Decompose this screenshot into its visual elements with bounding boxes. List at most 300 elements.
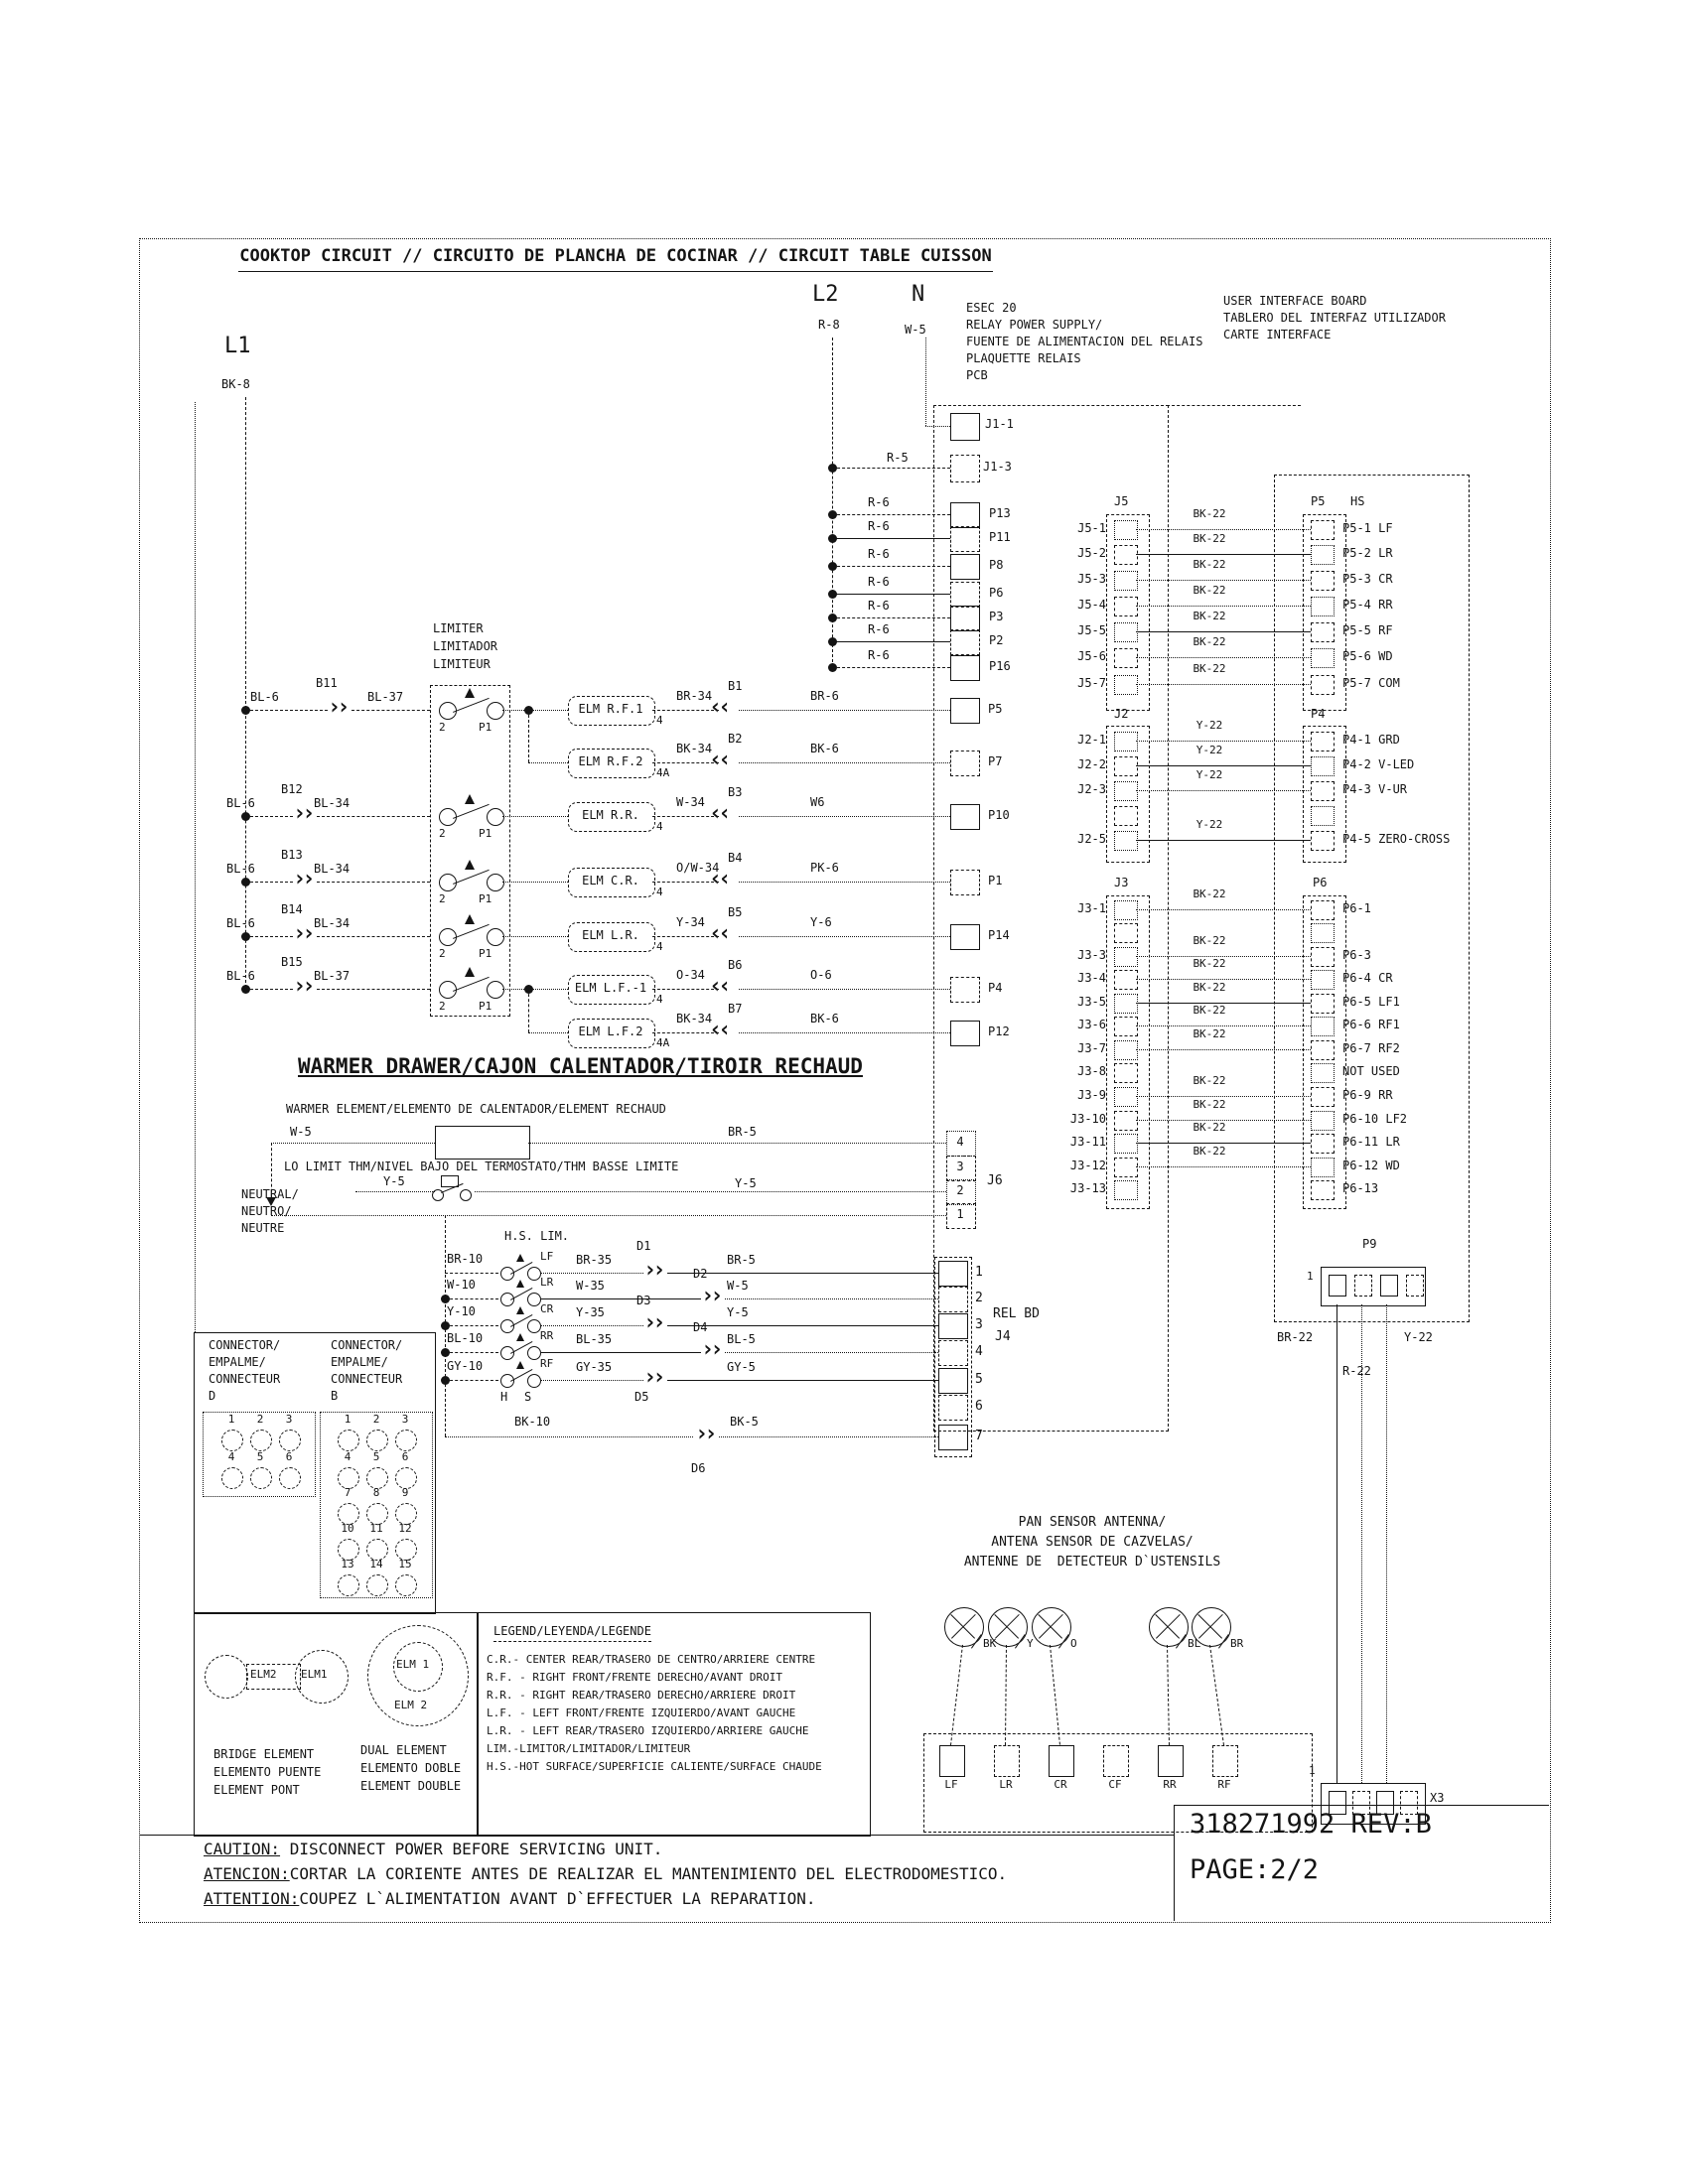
caption: BRIDGE ELEMENT — [213, 1747, 315, 1761]
pin-label: J3-5 — [1077, 995, 1106, 1009]
pin-box — [1311, 1087, 1335, 1107]
pin-box — [1311, 1017, 1335, 1036]
pin-box — [1311, 831, 1335, 851]
wire — [1136, 1049, 1311, 1050]
connector-caption: CONNECTEUR — [331, 1372, 403, 1386]
terminal-circle — [487, 808, 504, 826]
wire-label: O/W-34 — [676, 861, 720, 875]
terminal-label: P1 — [479, 947, 492, 960]
pin-box — [1114, 571, 1138, 591]
wire-label: Y-35 — [576, 1305, 605, 1319]
j4-outline — [934, 1257, 972, 1457]
pin-label: J2-3 — [1077, 782, 1106, 796]
element-name: ELM 2 — [394, 1699, 428, 1711]
pin-label: J5-7 — [1077, 676, 1106, 690]
wire — [739, 989, 950, 990]
pin-box — [1114, 970, 1138, 990]
junction-dot — [828, 562, 837, 571]
caution-text: COUPEZ L`ALIMENTATION AVANT D`EFFECTUER LA REPARATION. — [299, 1889, 816, 1908]
wire-label: Y — [1027, 1637, 1034, 1650]
wire-label: Y-6 — [810, 915, 832, 929]
pin-box — [1311, 732, 1335, 751]
connector-label: P9 — [1362, 1237, 1377, 1251]
wire-label: BL-6 — [250, 690, 279, 704]
wire — [725, 1298, 938, 1299]
pin-label: 3 — [401, 1413, 409, 1426]
terminal-circle — [221, 1430, 243, 1451]
section-title: ANTENNE DE DETECTEUR D`USTENSILS — [963, 1555, 1221, 1570]
pin-box — [1114, 597, 1138, 616]
pin-label: 2 — [956, 1183, 964, 1197]
pin-box — [950, 870, 980, 895]
pin-label: J5-6 — [1077, 649, 1106, 663]
switch-label: CR — [540, 1302, 554, 1315]
wire-label: BK-22 — [1193, 1004, 1226, 1017]
wire-label: Y-22 — [1196, 719, 1223, 732]
pin-label: P6-11 LR — [1342, 1135, 1400, 1149]
pin-box — [1329, 1275, 1346, 1297]
legend-line: LIM.-LIMITOR/LIMITADOR/LIMITEUR — [487, 1742, 691, 1755]
element-name: ELM2 — [250, 1668, 277, 1681]
section-title: WARMER DRAWER/CAJON CALENTADOR/TIROIR RECHAUD — [298, 1054, 863, 1078]
wire — [1136, 554, 1311, 555]
part-number: 318271992 REV:B — [1190, 1809, 1432, 1840]
wire-label: BL-5 — [727, 1332, 756, 1346]
wire — [355, 1191, 435, 1192]
terminal-label: 2 — [439, 721, 446, 734]
wire-label: BK — [983, 1637, 997, 1650]
wire — [528, 1032, 568, 1033]
board-caption: TABLERO DEL INTERFAZ UTILIZADOR — [1223, 311, 1446, 325]
pin-box — [1406, 1275, 1424, 1297]
wire-label: Y-5 — [383, 1174, 405, 1188]
wire-label: BR-5 — [727, 1253, 756, 1267]
pin-box — [950, 751, 980, 776]
wire-label: R-6 — [868, 599, 890, 613]
chevron-icon — [293, 976, 312, 998]
wire-label: W-5 — [905, 323, 926, 337]
wire — [667, 1380, 938, 1381]
legend-title: LEGEND/LEYENDA/LEGENDE — [493, 1624, 651, 1642]
element-name: ELM R.F.1 — [578, 702, 643, 716]
connector-label: X3 — [1430, 1791, 1445, 1805]
element-name: ELM C.R. — [582, 874, 639, 887]
wire — [502, 936, 568, 937]
switch-label: RF — [540, 1357, 554, 1370]
n-label: N — [912, 282, 925, 307]
pin-box — [1311, 756, 1335, 776]
wire — [1136, 741, 1311, 742]
terminal-label: 2 — [439, 1000, 446, 1013]
caption: ELEMENT PONT — [213, 1783, 300, 1797]
pin-box — [950, 554, 980, 580]
terminal-label: P1 — [479, 1000, 492, 1013]
pin-label: 5 — [372, 1450, 380, 1463]
wire-label: BK-6 — [810, 742, 839, 755]
section-title: PAN SENSOR ANTENNA/ — [1018, 1515, 1167, 1530]
section-title: NEUTRO/ — [241, 1204, 292, 1218]
pin-label: P4 — [988, 981, 1003, 995]
pin-box — [1049, 1745, 1074, 1777]
pin-label: P5-5 RF — [1342, 623, 1393, 637]
pin-label: 2 — [372, 1413, 380, 1426]
bridge-element-icon — [205, 1655, 248, 1699]
wire — [317, 936, 430, 937]
wire — [445, 1380, 498, 1381]
pin-label: 4 — [227, 1450, 235, 1463]
wire-label: BR-10 — [447, 1252, 484, 1266]
terminal-circle — [460, 1189, 472, 1201]
junction-dot — [828, 590, 837, 599]
connector-label: J6 — [987, 1173, 1003, 1188]
wire-label: Y-22 — [1196, 744, 1223, 756]
connector-label: B4 — [728, 851, 743, 865]
pin-label: 1 — [227, 1413, 235, 1426]
caution-prefix: CAUTION: — [204, 1840, 281, 1858]
wire-label: BK-22 — [1193, 981, 1226, 994]
legend-line: C.R.- CENTER REAR/TRASERO DE CENTRO/ARRIERE CENTRE — [487, 1653, 816, 1666]
junction-dot — [441, 1348, 450, 1357]
connector-label: J4 — [995, 1329, 1011, 1344]
l2-label: L2 — [812, 282, 839, 307]
wire-label: BK-22 — [1193, 1027, 1226, 1040]
pin-label: P13 — [989, 506, 1011, 520]
pin-label: J2-5 — [1077, 832, 1106, 846]
wire — [445, 1273, 498, 1274]
pin-label: J2-2 — [1077, 757, 1106, 771]
wire — [1386, 1304, 1387, 1783]
pin-box — [1311, 1134, 1335, 1154]
caution-line — [204, 1865, 1007, 1884]
pin-label: P5-7 COM — [1342, 676, 1400, 690]
wire — [832, 667, 950, 668]
wire-label: Y-34 — [676, 915, 705, 929]
pin-label: 7 — [344, 1486, 352, 1499]
pin-label: J3-13 — [1069, 1181, 1106, 1195]
pin-box — [1311, 970, 1335, 990]
pin-box — [950, 455, 980, 482]
terminal-label: H — [500, 1390, 508, 1404]
wire-label: BL-10 — [447, 1331, 484, 1345]
wire — [1136, 606, 1311, 607]
wire — [1136, 631, 1311, 632]
pin-box — [1311, 520, 1335, 540]
pin-label: 9 — [401, 1486, 409, 1499]
terminal-circle — [487, 981, 504, 999]
board-caption: PCB — [966, 368, 988, 382]
wire-label: BK-22 — [1193, 1074, 1226, 1087]
board-caption: FUENTE DE ALIMENTACION DEL RELAIS — [966, 335, 1203, 348]
connector-caption: CONNECTOR/ — [331, 1338, 403, 1352]
wire — [1136, 1166, 1311, 1167]
connector-caption: B — [331, 1389, 339, 1403]
connector-label: D5 — [634, 1390, 649, 1404]
legend-line: R.R. - RIGHT REAR/TRASERO DERECHO/ARRIERE DROIT — [487, 1689, 796, 1702]
pin-box — [1311, 1158, 1335, 1177]
pin-label: RF — [1217, 1778, 1231, 1791]
pin-label: CF — [1108, 1778, 1122, 1791]
connector-label: B3 — [728, 785, 743, 799]
pin-box — [1311, 545, 1335, 565]
pin-box — [1114, 1017, 1138, 1036]
wire-label: R-6 — [868, 547, 890, 561]
wire-label: R-6 — [868, 575, 890, 589]
wire — [1136, 1025, 1311, 1026]
junction-dot — [441, 1295, 450, 1303]
pin-label: P6-6 RF1 — [1342, 1018, 1400, 1031]
wire-label: BL — [1188, 1637, 1201, 1650]
pin-label: J5-2 — [1077, 546, 1106, 560]
pin-label: 6 — [285, 1450, 293, 1463]
page-title: COOKTOP CIRCUIT // CIRCUITO DE PLANCHA DE COCINAR // CIRCUIT TABLE CUISSON — [238, 246, 993, 272]
terminal-circle — [338, 1574, 359, 1596]
chevron-icon — [701, 1339, 720, 1361]
wire-label: BK-22 — [1193, 957, 1226, 970]
wire-label: O-34 — [676, 968, 705, 982]
pin-box — [939, 1745, 965, 1777]
pin-box — [1114, 622, 1138, 642]
caption: DUAL ELEMENT — [360, 1743, 447, 1757]
wire — [1136, 580, 1311, 581]
pin-label: P1 — [988, 874, 1003, 887]
connector-label: J5 — [1114, 494, 1129, 508]
junction-dot — [441, 1376, 450, 1385]
wire-label: W6 — [810, 795, 825, 809]
wire — [528, 762, 568, 763]
terminal-circle — [487, 874, 504, 891]
pin-box — [1311, 1040, 1335, 1060]
board-caption: PLAQUETTE RELAIS — [966, 351, 1081, 365]
element-sub: 4 — [656, 886, 663, 898]
connector-caption: CONNECTEUR — [209, 1372, 281, 1386]
pin-box — [1103, 1745, 1129, 1777]
pin-label: P6-9 RR — [1342, 1088, 1393, 1102]
wire-label: R-5 — [887, 451, 909, 465]
pin-label: P7 — [988, 754, 1003, 768]
pin-box — [1114, 994, 1138, 1014]
pin-label: P6-4 CR — [1342, 971, 1393, 985]
terminal-circle — [395, 1574, 417, 1596]
wire — [245, 710, 328, 711]
wire — [475, 1191, 946, 1192]
wire — [739, 936, 950, 937]
caution-line — [204, 1890, 816, 1909]
wire — [528, 710, 568, 711]
wire-label: W-34 — [676, 795, 705, 809]
pin-box — [1114, 1111, 1138, 1131]
pin-label: P5-1 LF — [1342, 521, 1393, 535]
section-title: NEUTRAL/ — [241, 1187, 299, 1201]
connector-caption: D — [209, 1389, 216, 1403]
wire — [245, 816, 293, 817]
wire-label: BR-22 — [1277, 1330, 1314, 1344]
wire — [739, 816, 950, 817]
junction-dot — [828, 464, 837, 473]
wire — [1136, 840, 1311, 841]
legend-line: R.F. - RIGHT FRONT/FRENTE DERECHO/AVANT DROIT — [487, 1671, 783, 1684]
chevron-icon — [709, 976, 728, 998]
wire — [445, 1436, 693, 1437]
l1-label: L1 — [224, 334, 251, 358]
pin-label: P3 — [989, 610, 1004, 623]
terminal-circle — [250, 1467, 272, 1489]
pin-box — [1311, 1111, 1335, 1131]
pin-box — [1114, 648, 1138, 668]
pin-label: P4-3 V-UR — [1342, 782, 1408, 796]
junction-dot — [441, 1321, 450, 1330]
terminal-label: 2 — [439, 947, 446, 960]
terminal-circle — [221, 1467, 243, 1489]
section-title: LIMITER — [433, 621, 484, 635]
wire — [528, 989, 529, 1032]
switch-flag-icon — [516, 1280, 524, 1288]
wire — [541, 1380, 643, 1381]
wire — [1336, 1304, 1337, 1783]
pin-label: 5 — [256, 1450, 264, 1463]
pin-box — [1114, 675, 1138, 695]
wire-label: R-6 — [868, 495, 890, 509]
pin-label: 15 — [398, 1558, 412, 1570]
wire — [925, 338, 926, 426]
pin-label: J3-11 — [1069, 1135, 1106, 1149]
pin-box — [950, 655, 980, 681]
wire — [1136, 979, 1311, 980]
wire — [1136, 1143, 1311, 1144]
pin-box — [1114, 1040, 1138, 1060]
pin-box — [1311, 1180, 1335, 1200]
pin-label: P6 — [989, 586, 1004, 600]
terminal-label: 2 — [439, 892, 446, 905]
chevron-icon — [701, 1286, 720, 1307]
wire-label: R-6 — [868, 648, 890, 662]
switch-flag-icon — [516, 1306, 524, 1314]
pin-label: P6-3 — [1342, 948, 1371, 962]
terminal-label: P1 — [479, 892, 492, 905]
connector-label: B15 — [281, 955, 303, 969]
terminal-circle — [527, 1293, 541, 1306]
connector-label: D3 — [636, 1294, 651, 1307]
wire-label: BL-6 — [226, 916, 255, 930]
terminal-label: S — [524, 1390, 532, 1404]
caution-prefix: ATTENTION: — [204, 1889, 300, 1908]
wire-label: BK-22 — [1193, 635, 1226, 648]
connector-label: B13 — [281, 848, 303, 862]
section-title: H.S. LIM. — [504, 1229, 570, 1243]
element-sub: 4 — [656, 820, 663, 833]
wire-label: BR-5 — [728, 1125, 757, 1139]
wire — [832, 468, 950, 469]
pin-box — [1114, 900, 1138, 920]
wire — [541, 1325, 643, 1326]
pin-label: P5-4 RR — [1342, 598, 1393, 612]
pin-box — [1114, 1063, 1138, 1083]
pin-box — [950, 698, 980, 724]
wire — [271, 1215, 946, 1216]
pin-box — [1311, 947, 1335, 967]
pin-box — [1311, 597, 1335, 616]
element-sub: 4 — [656, 993, 663, 1006]
wire-label: BL-6 — [226, 796, 255, 810]
terminal-circle — [527, 1319, 541, 1333]
section-title: LO LIMIT THM/NIVEL BAJO DEL TERMOSTATO/THM BASSE LIMITE — [284, 1160, 679, 1173]
pin-box — [1114, 831, 1138, 851]
pin-label: 1 — [1307, 1270, 1314, 1283]
wire — [719, 1436, 938, 1437]
pin-label: 1 — [975, 1265, 983, 1280]
wire — [245, 989, 293, 990]
pin-label: P5-2 LR — [1342, 546, 1393, 560]
chevron-icon — [709, 750, 728, 771]
page-number: PAGE:2/2 — [1190, 1854, 1320, 1885]
pin-box — [1114, 545, 1138, 565]
wire — [317, 882, 430, 883]
connector-label: D2 — [693, 1267, 708, 1281]
pin-label: J3-9 — [1077, 1088, 1106, 1102]
board-caption: RELAY POWER SUPPLY/ — [966, 318, 1103, 332]
switch-label: RR — [540, 1329, 554, 1342]
chevron-icon — [709, 869, 728, 890]
connector-label: J3 — [1114, 876, 1129, 889]
caution-prefix: ATENCION: — [204, 1864, 290, 1883]
pin-label: CR — [1054, 1778, 1067, 1791]
pin-label: P10 — [988, 808, 1010, 822]
wire-label: BK-6 — [810, 1012, 839, 1025]
chevron-icon — [293, 869, 312, 890]
wire — [832, 594, 950, 595]
pin-label: J3-10 — [1069, 1112, 1106, 1126]
pin-label: P5-3 CR — [1342, 572, 1393, 586]
pin-box — [1311, 806, 1335, 826]
wire-label: BR-35 — [576, 1253, 613, 1267]
chevron-icon — [709, 803, 728, 825]
wire — [1136, 1096, 1311, 1097]
switch-flag-icon — [465, 794, 475, 804]
wire-label: BR-34 — [676, 689, 713, 703]
pin-box — [1400, 1791, 1418, 1815]
pin-label: P12 — [988, 1024, 1010, 1038]
wire — [445, 1298, 498, 1299]
connector-caption: EMPALME/ — [209, 1355, 266, 1369]
terminal-circle — [527, 1374, 541, 1388]
pin-box — [1354, 1275, 1372, 1297]
pin-label: NOT USED — [1342, 1064, 1400, 1078]
switch-flag-icon — [516, 1333, 524, 1341]
pin-box — [1311, 1063, 1335, 1083]
wire-label: BL-6 — [226, 862, 255, 876]
pin-label: 8 — [372, 1486, 380, 1499]
pin-label: J3-8 — [1077, 1064, 1106, 1078]
connector-label: B14 — [281, 902, 303, 916]
element-name: ELM L.F.-1 — [574, 981, 647, 995]
element-sub: 4A — [656, 1036, 670, 1049]
pin-label: J5-1 — [1077, 521, 1106, 535]
pin-box — [1329, 1791, 1346, 1815]
caption: ELEMENT DOUBLE — [360, 1779, 462, 1793]
pin-label: 12 — [398, 1522, 412, 1535]
pin-label: 4 — [956, 1135, 964, 1149]
chevron-icon — [709, 1020, 728, 1041]
wire — [502, 882, 568, 883]
caption: ELEMENTO DOBLE — [360, 1761, 462, 1775]
switch-flag-icon — [465, 967, 475, 977]
pin-box — [1114, 1180, 1138, 1200]
terminal-label: P1 — [479, 827, 492, 840]
pin-box — [950, 977, 980, 1003]
section-title: LIMITADOR — [433, 639, 498, 653]
connector-label: B1 — [728, 679, 743, 693]
pin-label: P8 — [989, 558, 1004, 572]
pin-label: 3 — [285, 1413, 293, 1426]
